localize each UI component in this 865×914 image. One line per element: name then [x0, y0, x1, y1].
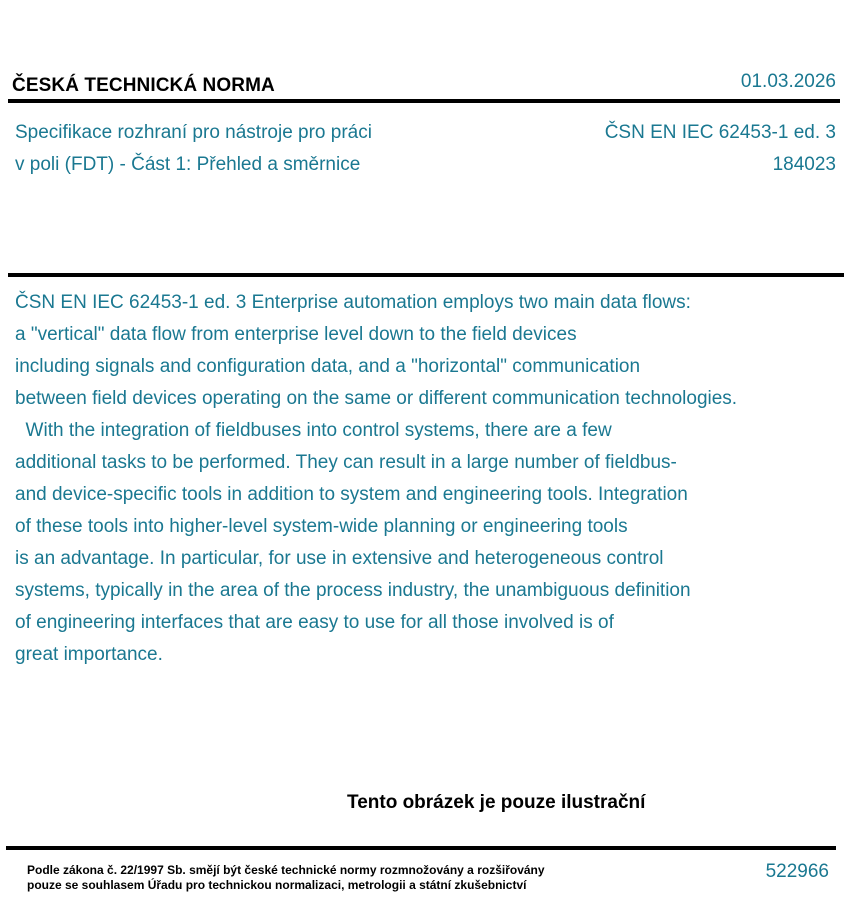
abstract-line: ČSN EN IEC 62453-1 ed. 3 Enterprise automation employs two main data flows:: [15, 292, 691, 313]
abstract-line: of engineering interfaces that are easy to use for all those involved is of: [15, 612, 614, 633]
publication-date: 01.03.2026: [740, 71, 836, 92]
abstract-line: great importance.: [15, 644, 163, 665]
document-heading: ČESKÁ TECHNICKÁ NORMA: [12, 75, 275, 96]
class-number: 184023: [772, 154, 836, 175]
abstract-line: and device-specific tools in addition to system and engineering tools. Integration: [15, 484, 688, 505]
document-code: 522966: [765, 861, 829, 882]
abstract-line: additional tasks to be performed. They can result in a large number of fieldbus-: [15, 452, 677, 473]
copyright-notice: [27, 863, 545, 893]
standard-designation: ČSN EN IEC 62453-1 ed. 3: [604, 122, 836, 143]
section-rule: [8, 273, 844, 277]
abstract-text: [15, 287, 845, 671]
standard-title-line: Specifikace rozhraní pro nástroje pro práci: [15, 122, 372, 143]
abstract-line: a "vertical" data flow from enterprise level down to the field devices: [15, 324, 577, 345]
standard-title: [15, 117, 372, 181]
copyright-line: pouze se souhlasem Úřadu pro technickou normalizaci, metrologii a státní zkušebnictví: [27, 878, 527, 892]
standard-title-line: v poli (FDT) - Část 1: Přehled a směrnice: [15, 154, 361, 175]
abstract-line: including signals and configuration data, and a "horizontal" communication: [15, 356, 641, 377]
footer-rule: [6, 846, 836, 850]
abstract-line: of these tools into higher-level system-wide planning or engineering tools: [15, 516, 628, 537]
abstract-line: is an advantage. In particular, for use in extensive and heterogeneous control: [15, 548, 664, 569]
standard-identifiers: [605, 117, 836, 181]
abstract-line: between field devices operating on the same or different communication technologies.: [15, 388, 738, 409]
header-rule: [8, 99, 840, 103]
abstract-line: systems, typically in the area of the process industry, the unambiguous definition: [15, 580, 691, 601]
copyright-line: Podle zákona č. 22/1997 Sb. smějí být české technické normy rozmnožovány a rozšiřovány: [27, 863, 545, 877]
illustration-notice: Tento obrázek je pouze ilustrační: [347, 792, 646, 813]
abstract-line: With the integration of fieldbuses into control systems, there are a few: [15, 420, 612, 441]
